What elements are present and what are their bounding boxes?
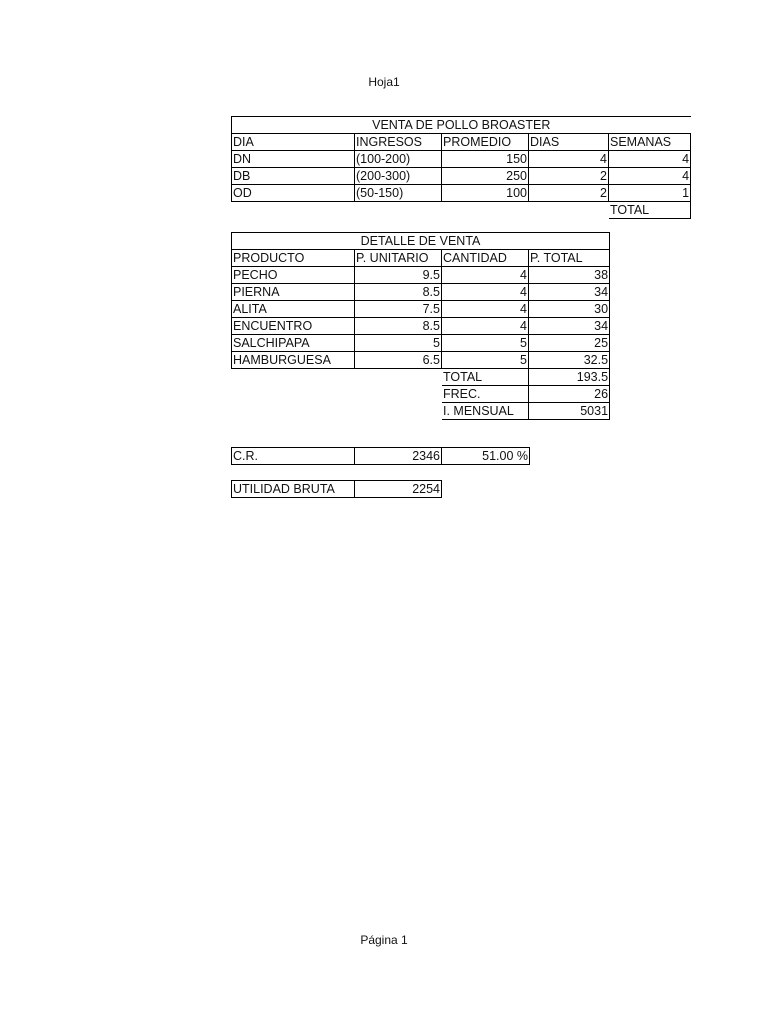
cell: 4	[529, 151, 609, 168]
sales-title-row	[232, 117, 691, 134]
cell: 2	[529, 168, 609, 185]
cell: 5	[442, 335, 529, 352]
cell: PIERNA	[232, 284, 355, 301]
detail-header-row	[232, 250, 610, 267]
cell: 1	[609, 185, 691, 202]
page-number: Página 1	[360, 933, 408, 947]
table-row	[232, 301, 610, 318]
summary-row	[232, 403, 610, 420]
cr-table	[231, 447, 530, 465]
cell: 2	[529, 185, 609, 202]
column-header: PROMEDIO	[442, 134, 529, 151]
cell: 150	[442, 151, 529, 168]
sales-table-title: VENTA DE POLLO BROASTER	[232, 117, 691, 134]
cr-percent: 51.00 %	[442, 448, 530, 465]
cell: PECHO	[232, 267, 355, 284]
sales-total-row	[232, 202, 691, 219]
utilidad-value: 2254	[355, 481, 442, 498]
cell: HAMBURGUESA	[232, 352, 355, 369]
cell: 8.5	[355, 284, 442, 301]
cell: 6.5	[355, 352, 442, 369]
summary-value: 26	[529, 386, 610, 403]
cell: 4	[442, 267, 529, 284]
cell: 25	[529, 335, 610, 352]
column-header: PRODUCTO	[232, 250, 355, 267]
cell: DN	[232, 151, 355, 168]
cell: ENCUENTRO	[232, 318, 355, 335]
summary-row	[232, 369, 610, 386]
column-header: DIAS	[529, 134, 609, 151]
summary-label: I. MENSUAL	[442, 403, 529, 420]
cell: (50-150)	[355, 185, 442, 202]
detail-title-row	[232, 233, 610, 250]
detail-table	[231, 232, 610, 420]
cell: (200-300)	[355, 168, 442, 185]
cell: 34	[529, 318, 610, 335]
summary-value: 193.5	[529, 369, 610, 386]
table-row	[232, 335, 610, 352]
column-header: DIA	[232, 134, 355, 151]
cell: 100	[442, 185, 529, 202]
column-header: INGRESOS	[355, 134, 442, 151]
cell: 4	[442, 284, 529, 301]
cell: 4	[442, 318, 529, 335]
utilidad-row	[232, 481, 442, 498]
cell: 4	[609, 168, 691, 185]
table-row	[232, 318, 610, 335]
summary-label: FREC.	[442, 386, 529, 403]
cr-value: 2346	[355, 448, 442, 465]
table-row	[232, 151, 691, 168]
cell: 4	[442, 301, 529, 318]
summary-row	[232, 386, 610, 403]
table-row	[232, 267, 610, 284]
cell: 30	[529, 301, 610, 318]
cell: 32.5	[529, 352, 610, 369]
sales-header-row	[232, 134, 691, 151]
utilidad-label: UTILIDAD BRUTA	[232, 481, 355, 498]
table-row	[232, 185, 691, 202]
summary-value: 5031	[529, 403, 610, 420]
cell: ALITA	[232, 301, 355, 318]
cell: 5	[442, 352, 529, 369]
cell: 9.5	[355, 267, 442, 284]
column-header: P. TOTAL	[529, 250, 610, 267]
utilidad-table	[231, 480, 442, 498]
cell: 8.5	[355, 318, 442, 335]
summary-label: TOTAL	[442, 369, 529, 386]
table-row	[232, 168, 691, 185]
table-row	[232, 284, 610, 301]
column-header: SEMANAS	[609, 134, 691, 151]
cell: SALCHIPAPA	[232, 335, 355, 352]
cell: 38	[529, 267, 610, 284]
sales-total-label: TOTAL	[609, 202, 691, 219]
sales-table	[231, 116, 691, 219]
cell: OD	[232, 185, 355, 202]
cr-row	[232, 448, 530, 465]
cell: 5	[355, 335, 442, 352]
cell: 34	[529, 284, 610, 301]
cr-label: C.R.	[232, 448, 355, 465]
cell: DB	[232, 168, 355, 185]
table-row	[232, 352, 610, 369]
cell: (100-200)	[355, 151, 442, 168]
cell: 250	[442, 168, 529, 185]
cell: 4	[609, 151, 691, 168]
sheet-title: Hoja1	[368, 75, 400, 89]
detail-table-title: DETALLE DE VENTA	[232, 233, 610, 250]
cell: 7.5	[355, 301, 442, 318]
column-header: CANTIDAD	[442, 250, 529, 267]
column-header: P. UNITARIO	[355, 250, 442, 267]
